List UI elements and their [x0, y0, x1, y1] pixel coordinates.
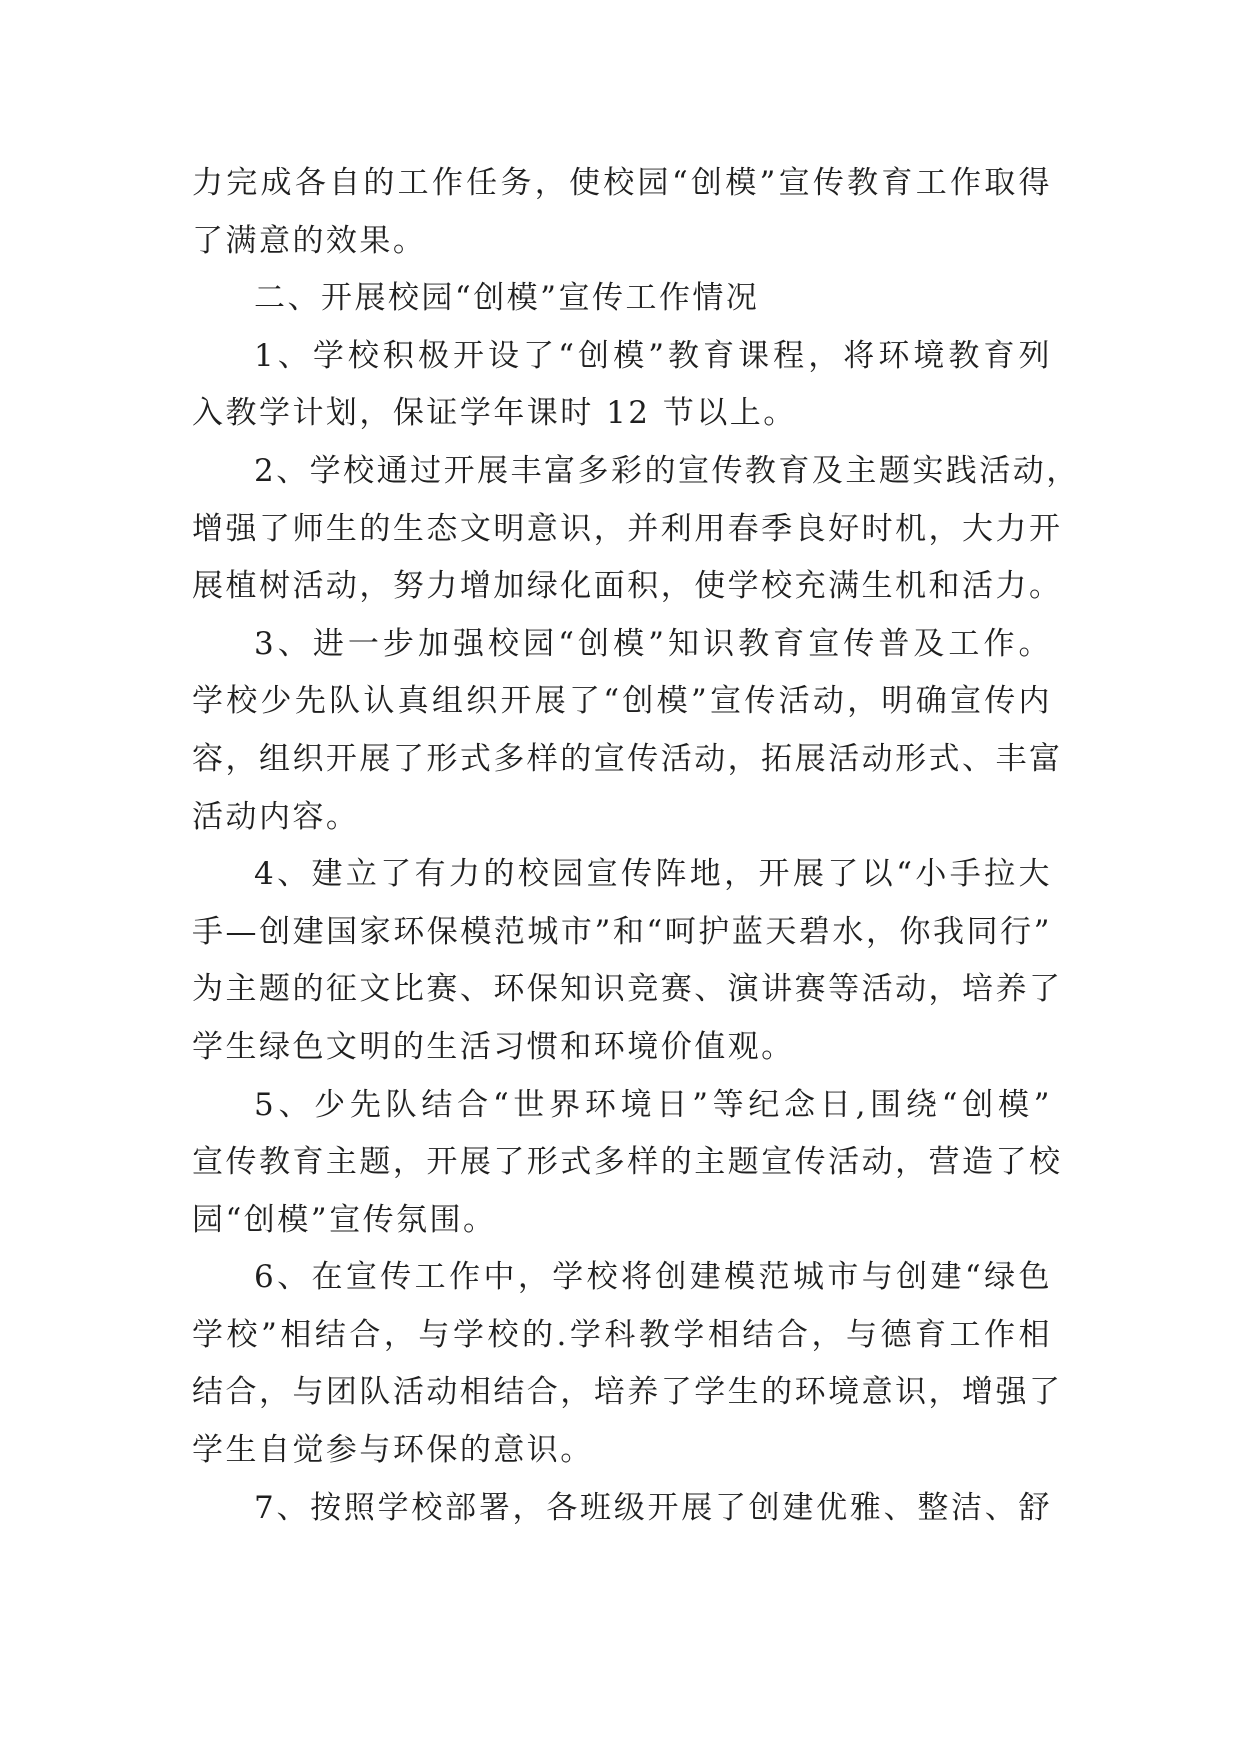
text-line: 园“创模”宣传氛围。: [192, 1201, 497, 1238]
text-line: 活动内容。: [192, 798, 360, 835]
text-line: 展植树活动，努力增加绿化面积，使学校充满生机和活力。: [192, 568, 1063, 605]
text-line: 7、按照学校部署，各班级开展了创建优雅、整洁、舒: [254, 1489, 1052, 1526]
text-line: 5、少先队结合“世界环境日”等纪念日,围绕“创模”: [254, 1086, 1052, 1123]
text-line: 力完成各自的工作任务，使校园“创模”宣传教育工作取得: [192, 165, 1052, 201]
text-line: 宣传教育主题，开展了形式多样的主题宣传活动，营造了校: [192, 1144, 1063, 1181]
text-line: 学校少先队认真组织开展了“创模”宣传活动，明确宣传内: [192, 683, 1052, 720]
text-line: 4、建立了有力的校园宣传阵地，开展了以“小手拉大: [254, 856, 1052, 893]
text-line: 了满意的效果。: [192, 222, 427, 259]
text-line: 容，组织开展了形式多样的宣传活动，拓展活动形式、丰富: [192, 740, 1063, 777]
text-line: 为主题的征文比赛、环保知识竞赛、演讲赛等活动，培养了: [192, 971, 1063, 1008]
text-line: 增强了师生的生态文明意识，并利用春季良好时机，大力开: [192, 510, 1063, 547]
section-heading: 二、开展校园“创模”宣传工作情况: [254, 280, 760, 317]
text-line: 手—创建国家环保模范城市”和“呵护蓝天碧水，你我同行”: [192, 913, 1052, 950]
text-line: 入教学计划，保证学年课时 12 节以上。: [192, 395, 797, 432]
text-line: 结合，与团队活动相结合，培养了学生的环境意识，增强了: [192, 1374, 1063, 1411]
text-line: 2、学校通过开展丰富多彩的宣传教育及主题实践活动，: [254, 452, 1080, 489]
body-text: [192, 155, 1080, 1537]
text-line: 6、在宣传工作中，学校将创建模范城市与创建“绿色: [254, 1259, 1052, 1296]
text-line: 学生绿色文明的生活习惯和环境价值观。: [192, 1028, 795, 1065]
text-line: 学生自觉参与环保的意识。: [192, 1432, 594, 1469]
text-line: 1、学校积极开设了“创模”教育课程，将环境教育列: [254, 337, 1052, 374]
text-line: 3、进一步加强校园“创模”知识教育宣传普及工作。: [254, 625, 1052, 662]
text-line: 学校”相结合，与学校的.学科教学相结合，与德育工作相: [192, 1316, 1052, 1353]
